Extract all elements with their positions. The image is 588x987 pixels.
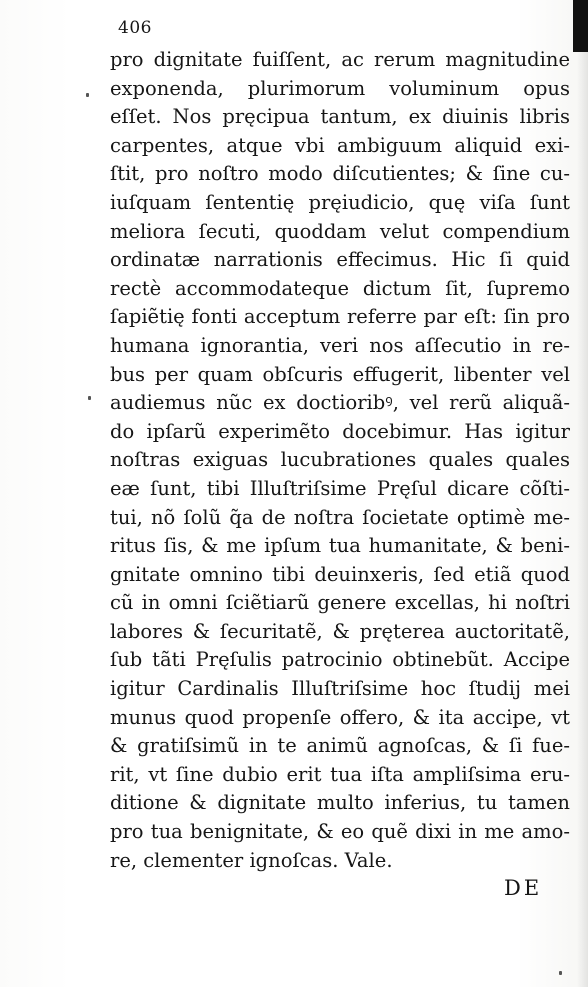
text-line: meliora ſecuti, quoddam velut compendium [110,219,570,243]
text-line: exponenda, plurimorum voluminum opus [110,76,570,100]
text-line: gnitate omnino tibi deuinxeris, ſed etiã quod [110,562,570,586]
text-line: ritus ſis, & me ipſum tua humanitate, & beni- [110,534,570,558]
text-line: ditione & dignitate multo inferius, tu tamen [110,791,570,815]
text-line: pro tua benignitate, & eo quẽ dixi in me amo- [110,820,570,844]
text-line: iuſquam ſententię pręiudicio, quę viſa ſunt [110,190,570,214]
text-line: rectè accommodateque dictum ſit, ſupremo [110,276,570,300]
text-line: munus quod propenſe offero, & ita accipe, vt [110,705,570,729]
body-text [110,46,570,875]
ink-speck [88,396,91,400]
ink-speck [559,971,562,975]
text-line: do ipſarũ experimẽto docebimur. Has igitur [110,419,570,443]
text-line: eſſet. Nos pręcipua tantum, ex diuinis libris [110,105,570,129]
text-line: audiemus nũc ex doctioribꝰ, vel rerũ aliquã- [110,391,570,415]
text-line: humana ignorantia, veri nos aſſecutio in re- [110,333,570,357]
page-edge-shadow [577,52,588,987]
text-line: labores & ſecuritatẽ, & pręterea auctoritatẽ, [110,619,570,643]
text-line: igitur Cardinalis Illuſtriſsime hoc ſtudij mei [110,677,570,701]
text-line: noſtras exiguas lucubrationes quales quales [110,448,570,472]
text-line: ordinatæ narrationis effecimus. Hic ſi quid [110,248,570,272]
text-line: ſtit, pro noſtro modo diſcutientes; & ſine cu- [110,162,570,186]
page-corner-shadow [573,0,588,52]
text-line: tui, nõ ſolũ q̃a de noſtra ſocietate optimè me- [110,505,570,529]
text-line: ſapiẽtię fonti acceptum referre par eſt: ſin pro [110,305,570,329]
page-number: 406 [118,18,152,38]
text-line: carpentes, atque vbi ambiguum aliquid exi- [110,133,570,157]
text-line: pro dignitate fuiſſent, ac rerum magnitudine [110,48,570,71]
text-line: bus per quam obſcuris effugerit, libenter vel [110,362,570,386]
text-line: cũ in omni ſciẽtiarũ genere excellas, hi noſtri [110,591,570,615]
text-line: & gratiſsimũ in te animũ agnoſcas, & ſi fue- [110,734,570,758]
text-line-final: re, clementer ignoſcas. Vale. [110,848,393,872]
text-line: rit, vt ſine dubio erit tua iſta ampliſsima eru- [110,762,570,786]
text-line: ſub tãti Pręſulis patrocinio obtinebũt. Accipe [110,648,570,672]
catchword: DE [504,876,543,900]
text-line: eæ ſunt, tibi Illuſtriſsime Pręſul dicare cõſti- [110,476,570,500]
ink-speck [86,93,89,97]
